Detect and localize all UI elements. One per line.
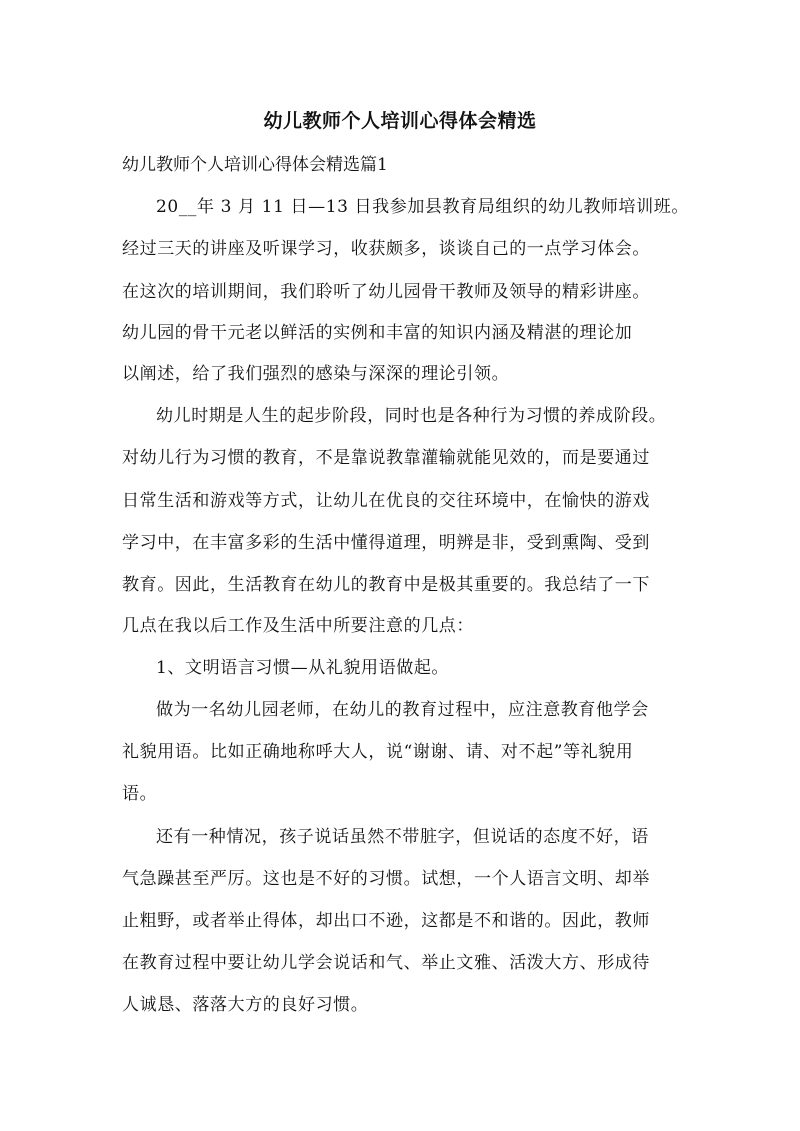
list-item-heading: 1、文明语言习惯—从礼貌用语做起。 (156, 658, 450, 678)
paragraph-line: 以阐述，给了我们强烈的感染与深深的理论引领。 (122, 364, 510, 384)
paragraph-line: 气急躁甚至严厉。这也是不好的习惯。试想，一个人语言文明、却举 (122, 869, 650, 889)
paragraph-line: 经过三天的讲座及听课学习，收获颇多，谈谈自己的一点学习体会。 (122, 239, 650, 259)
paragraph-line: 几点在我以后工作及生活中所要注意的几点： (122, 616, 474, 636)
paragraph-line: 学习中，在丰富多彩的生活中懂得道理，明辨是非，受到熏陶、受到 (122, 533, 650, 553)
paragraph-line: 还有一种情况，孩子说话虽然不带脏字，但说话的态度不好，语 (156, 827, 649, 847)
document-title: 幼儿教师个人培训心得体会精选 (263, 110, 537, 132)
paragraph-line: 在这次的培训期间，我们聆听了幼儿园骨干教师及领导的精彩讲座。 (122, 282, 650, 302)
paragraph-line: 在教育过程中要让幼儿学会说话和气、举止文雅、活泼大方、形成待 (122, 953, 650, 973)
paragraph-line: 做为一名幼儿园老师，在幼儿的教育过程中，应注意教育他学会 (156, 700, 649, 720)
section-heading: 幼儿教师个人培训心得体会精选篇1 (122, 155, 388, 175)
paragraph-line: 礼貌用语。比如正确地称呼大人，说“谢谢、请、对不起”等礼貌用 (122, 742, 634, 762)
paragraph-line: 日常生活和游戏等方式，让幼儿在优良的交往环境中，在愉快的游戏 (122, 491, 650, 511)
paragraph-line: 人诚恳、落落大方的良好习惯。 (122, 995, 369, 1015)
paragraph-line: 幼儿时期是人生的起步阶段，同时也是各种行为习惯的养成阶段。 (156, 406, 667, 426)
paragraph-line: 止粗野，或者举止得体，却出口不逊，这都是不和谐的。因此，教师 (122, 911, 650, 931)
paragraph-line: 对幼儿行为习惯的教育，不是靠说教靠灌输就能见效的，而是要通过 (122, 448, 650, 468)
paragraph-line: 教育。因此，生活教育在幼儿的教育中是极其重要的。我总结了一下 (122, 575, 650, 595)
paragraph-line: 幼儿园的骨干元老以鲜活的实例和丰富的知识内涵及精湛的理论加 (122, 323, 633, 343)
paragraph-line: 20__年 3 月 11 日—13 日我参加县教育局组织的幼儿教师培训班。 (156, 197, 689, 217)
paragraph-line: 语。 (122, 784, 158, 804)
